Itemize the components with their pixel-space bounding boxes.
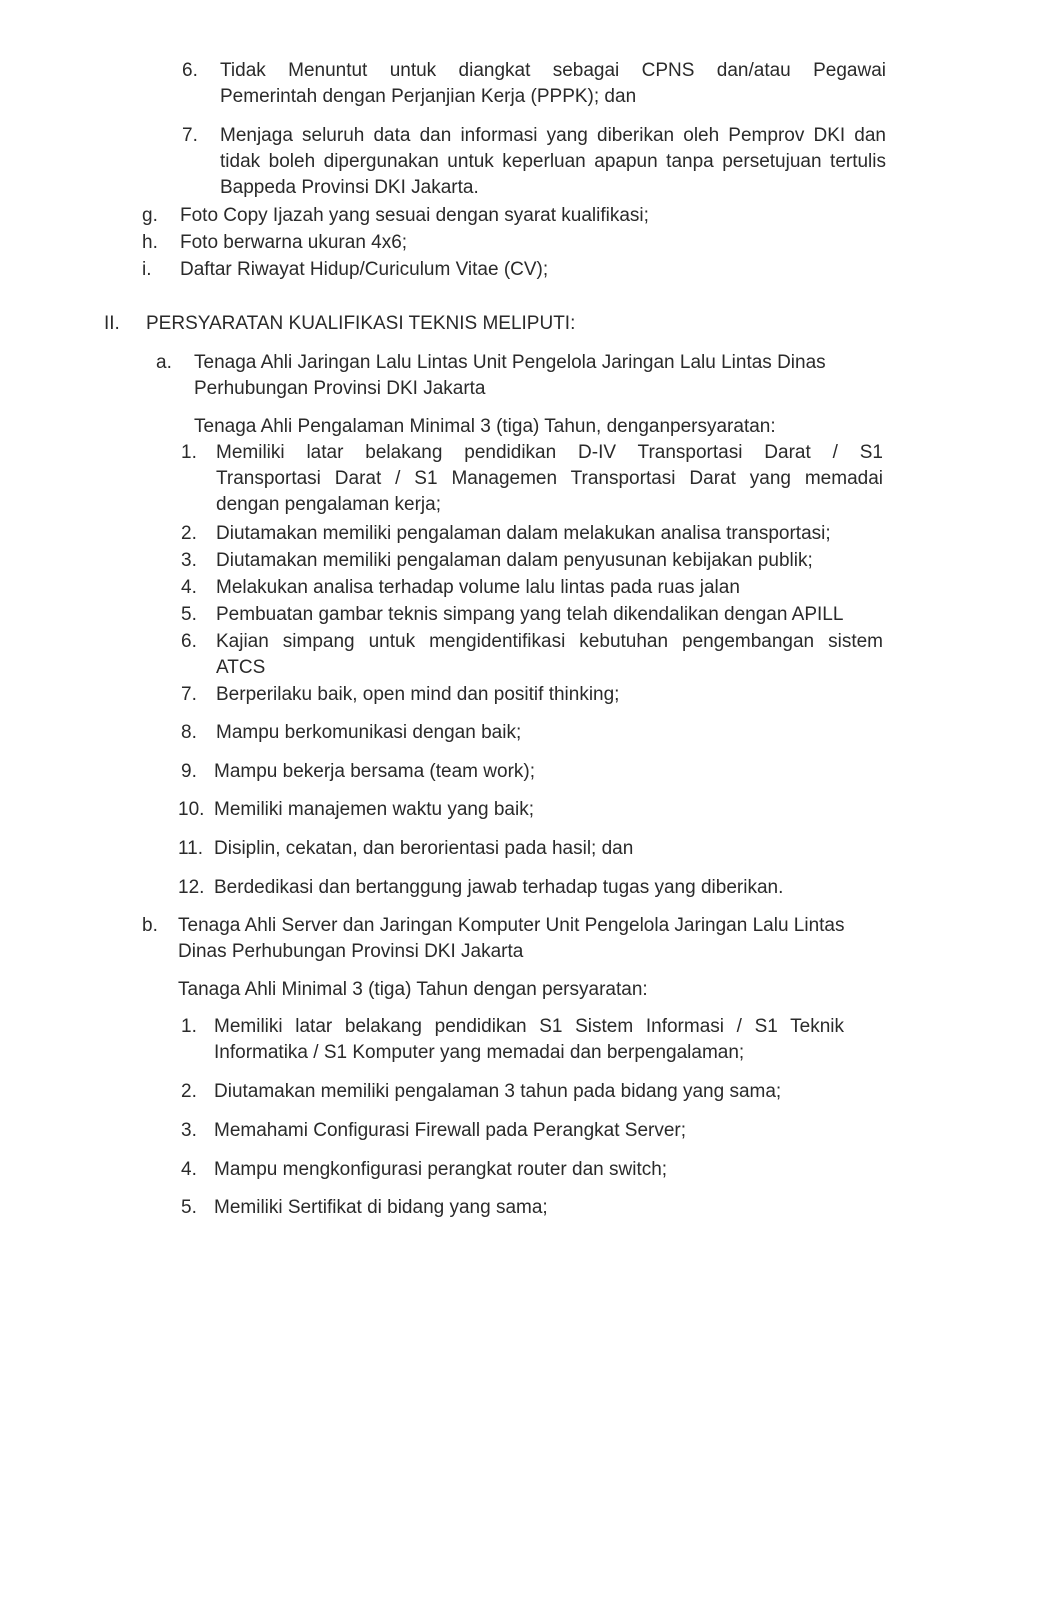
item-text: Diutamakan memiliki pengalaman dalam melakukan analisa transportasi; xyxy=(216,523,831,544)
item-line: Kajian simpang untuk mengidentifikasi kebutuhan pengembangan sistem xyxy=(216,631,883,652)
item-text xyxy=(216,440,883,518)
item-number: 3. xyxy=(181,1120,197,1141)
item-text: Mampu mengkonfigurasi perangkat router dan switch; xyxy=(214,1159,668,1180)
item-number: 7. xyxy=(181,684,197,705)
item-text: Memahami Configurasi Firewall pada Perangkat Server; xyxy=(214,1120,687,1141)
item-text: Diutamakan memiliki pengalaman dalam penyusunan kebijakan publik; xyxy=(216,550,813,571)
item-line: dengan pengalaman kerja; xyxy=(216,494,442,515)
item-line: Memiliki latar belakang pendidikan S1 Sistem Informasi / S1 Teknik xyxy=(214,1016,844,1037)
subsection-title xyxy=(194,350,894,402)
item-line: ATCS xyxy=(216,657,266,678)
item-number: 2. xyxy=(181,1081,197,1102)
section-title: PERSYARATAN KUALIFIKASI TEKNIS MELIPUTI: xyxy=(146,313,576,334)
item-line: tidak boleh dipergunakan untuk keperluan apapun tanpa persetujuan tertulis xyxy=(220,151,886,172)
item-line: Memiliki latar belakang pendidikan D-IV Transportasi Darat / S1 xyxy=(216,442,883,463)
item-line: Bappeda Provinsi DKI Jakarta. xyxy=(220,177,479,198)
subsection-title-line: Tenaga Ahli Jaringan Lalu Lintas Unit Pengelola Jaringan Lalu Lintas Dinas xyxy=(194,352,826,373)
item-number: 8. xyxy=(181,722,197,743)
subsection-title-line: Perhubungan Provinsi DKI Jakarta xyxy=(194,378,486,399)
item-text: Memiliki manajemen waktu yang baik; xyxy=(214,799,534,820)
item-number: 7. xyxy=(182,125,198,146)
item-number: 6. xyxy=(182,60,198,81)
item-number: 5. xyxy=(181,604,197,625)
item-text: Memiliki Sertifikat di bidang yang sama; xyxy=(214,1197,548,1218)
subsection-letter: b. xyxy=(142,915,158,936)
item-text: Foto Copy Ijazah yang sesuai dengan syarat kualifikasi; xyxy=(180,205,649,226)
section-number: II. xyxy=(104,313,120,334)
item-number: 2. xyxy=(181,523,197,544)
item-number: 5. xyxy=(181,1197,197,1218)
item-number: 4. xyxy=(181,577,197,598)
item-text: Berperilaku baik, open mind dan positif thinking; xyxy=(216,684,620,705)
item-text: Mampu berkomunikasi dengan baik; xyxy=(216,722,522,743)
subsection-title xyxy=(178,913,900,965)
item-number: 3. xyxy=(181,550,197,571)
item-line: Menjaga seluruh data dan informasi yang diberikan oleh Pemprov DKI dan xyxy=(220,125,886,146)
item-line: Tidak Menuntut untuk diangkat sebagai CPNS dan/atau Pegawai xyxy=(220,60,886,81)
item-number: 12. xyxy=(178,877,205,898)
subsection-title-line: Dinas Perhubungan Provinsi DKI Jakarta xyxy=(178,941,524,962)
item-line: Informatika / S1 Komputer yang memadai dan berpengalaman; xyxy=(214,1042,745,1063)
subsection-letter: a. xyxy=(156,352,172,373)
item-text: Pembuatan gambar teknis simpang yang telah dikendalikan dengan APILL xyxy=(216,604,844,625)
item-number: 6. xyxy=(181,631,197,652)
item-text xyxy=(216,629,883,681)
subsection-intro: Tanaga Ahli Minimal 3 (tiga) Tahun dengan persyaratan: xyxy=(178,979,648,1000)
item-text: Diutamakan memiliki pengalaman 3 tahun pada bidang yang sama; xyxy=(214,1081,782,1102)
subsection-title-line: Tenaga Ahli Server dan Jaringan Komputer Unit Pengelola Jaringan Lalu Lintas xyxy=(178,915,845,936)
item-text xyxy=(220,123,886,201)
item-text: Mampu bekerja bersama (team work); xyxy=(214,761,535,782)
subsection-intro: Tenaga Ahli Pengalaman Minimal 3 (tiga) Tahun, denganpersyaratan: xyxy=(194,416,776,437)
item-number: 9. xyxy=(181,761,197,782)
item-number: 10. xyxy=(178,799,205,820)
item-text: Foto berwarna ukuran 4x6; xyxy=(180,232,408,253)
item-text xyxy=(214,1014,844,1066)
item-letter: i. xyxy=(142,259,152,280)
item-text: Melakukan analisa terhadap volume lalu lintas pada ruas jalan xyxy=(216,577,740,598)
item-number: 11. xyxy=(178,838,204,859)
item-line: Transportasi Darat / S1 Managemen Transportasi Darat yang memadai xyxy=(216,468,883,489)
item-number: 1. xyxy=(181,1016,197,1037)
item-text: Disiplin, cekatan, dan berorientasi pada hasil; dan xyxy=(214,838,634,859)
item-text xyxy=(220,58,886,110)
item-number: 1. xyxy=(181,442,197,463)
item-letter: h. xyxy=(142,232,158,253)
item-text: Berdedikasi dan bertanggung jawab terhadap tugas yang diberikan. xyxy=(214,877,784,898)
item-number: 4. xyxy=(181,1159,197,1180)
item-text: Daftar Riwayat Hidup/Curiculum Vitae (CV); xyxy=(180,259,549,280)
item-line: Pemerintah dengan Perjanjian Kerja (PPPK); dan xyxy=(220,86,637,107)
item-letter: g. xyxy=(142,205,158,226)
